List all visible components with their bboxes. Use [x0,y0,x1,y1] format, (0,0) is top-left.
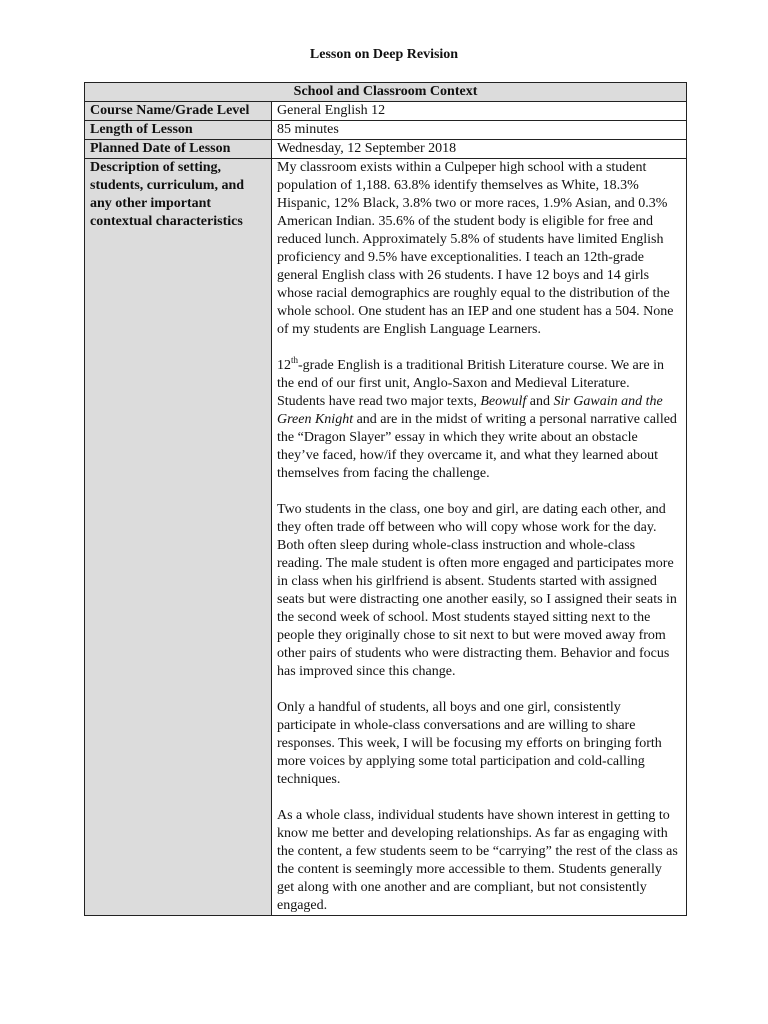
description-paragraph-2 [277,357,681,483]
paragraph-2-and: and [526,394,554,409]
paragraph-2-text-b: and are in the midst of writing a personal narrative called the “Dragon Slayer” essay in which they write about an obstacle they’ve faced, how/if they overcame it, and what they learned about themselves from facing the challenge. [277,412,677,481]
row-label-length: Length of Lesson [85,121,272,140]
document-title: Lesson on Deep Revision [309,47,459,62]
paragraph-2-text-a: -grade English is a traditional British Literature course. We are in the end of our first unit, Anglo-Saxon and Medieval Literature. Students have read two major texts, [277,358,665,409]
grade-ordinal-suffix: th [291,355,299,365]
row-value-length: 85 minutes [272,121,687,140]
description-paragraph-1: My classroom exists within a Culpeper high school with a student population of 1,188. 63.8% identify themselves as White, 18.3% Hispanic, 12% Black, 3.8% two or more races, 1.9% Asian, and 0.3% American Indian. 35.6% of the student body is eligible for free and reduced lunch. Approximately 5.8% of students have limited English proficiency and 9.5% have exceptionalities. I teach an 12th-grade general English class with 26 students. I have 12 boys and 14 girls whose racial demographics are roughly equal to the distribution of the whole school. One student has an IEP and one student has a 504. None of my students are English Language Learners. [277,160,674,337]
description-paragraph-4: Only a handful of students, all boys and one girl, consistently participate in whole-class conversations and are willing to share responses. This week, I will be focusing my efforts on bringing forth more voices by applying some total participation and cold-calling techniques. [277,700,662,787]
text-title-beowulf: Beowulf [480,394,527,409]
grade-number: 12 [277,358,291,373]
table-header-row [85,83,687,102]
table-row [85,140,687,159]
row-value-course: General English 12 [272,102,687,121]
text-title-sir-gawain: Sir Gawain and the Green Knight [277,394,663,427]
description-cell [272,159,687,916]
table-header: School and Classroom Context [85,83,687,102]
row-label-course: Course Name/Grade Level [85,102,272,121]
row-label-date: Planned Date of Lesson [85,140,272,159]
table-row [85,121,687,140]
table-row [85,102,687,121]
table-row [85,159,687,916]
context-table [84,82,687,916]
row-label-description: Description of setting, students, curriculum, and any other important contextual characteristics [85,159,272,916]
row-value-date: Wednesday, 12 September 2018 [272,140,687,159]
description-paragraph-3: Two students in the class, one boy and girl, are dating each other, and they often trade off between who will copy whose work for the day. Both often sleep during whole-class instruction and whole-class reading. The male student is often more engaged and participates more in class when his girlfriend is absent. Students started with assigned seats but were distracting one another easily, so I assigned their seats in the second week of school. Most students stayed sitting next to the people they originally chose to sit next to but were moved away from other pairs of students who were distracting them. Behavior and focus has improved since this change. [277,502,677,679]
description-paragraph-5: As a whole class, individual students have shown interest in getting to know me better and developing relationships. As far as engaging with the content, a few students seem to be “carrying” the rest of the class as the content is seemingly more accessible to them. Students generally get along with one another and are compliant, but not consistently engaged. [277,808,678,913]
